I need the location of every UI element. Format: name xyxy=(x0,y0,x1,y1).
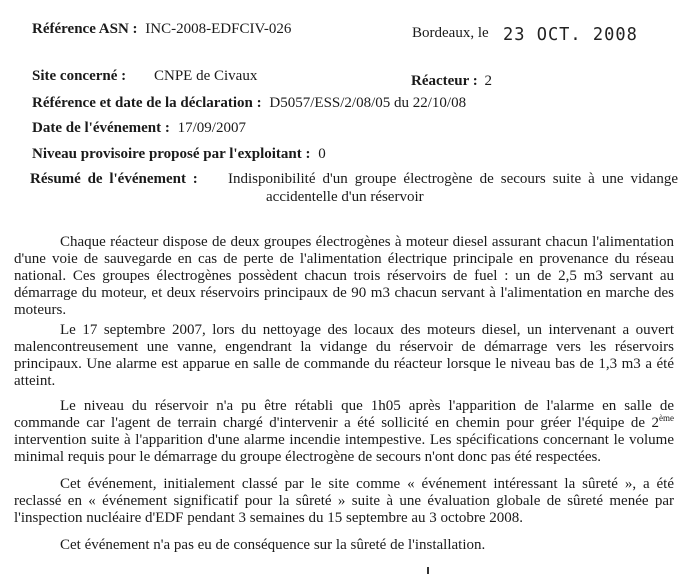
declaration-value: D5057/ESS/2/08/05 du 22/10/08 xyxy=(269,95,467,111)
event-date xyxy=(32,119,246,137)
paragraph-4-text: Cet événement, initialement classé par le site comme « événement intéressant la sûreté », a été reclassé en « événement significatif pour la sûreté » suite à une évaluation globale de sûreté menée par l'inspection nucléaire d'EDF pendant 3 semaines du 15 septembre au 3 octobre 2008. xyxy=(14,476,674,526)
paragraph-3-superscript: ème xyxy=(659,413,674,423)
event-summary-line1: Indisponibilité d'un groupe électrogène de secours suite à une vidange xyxy=(228,171,678,187)
asn-reference-value: INC-2008-EDFCIV-026 xyxy=(145,21,292,37)
paragraph-3-part1: Le niveau du réservoir n'a pu être rétabli que 1h05 après l'apparition de l'alarme en salle de commande car l'agent de terrain chargé d'intervenir a été sollicité en chemin pour gréer l'équipe de 2 xyxy=(14,398,674,431)
event-summary-label: Résumé de l'événement : xyxy=(30,171,198,187)
paragraph-4 xyxy=(14,476,674,527)
asn-reference xyxy=(32,20,291,38)
site-label xyxy=(32,67,126,85)
site-value: CNPE de Civaux xyxy=(154,68,258,84)
paragraph-3-part2: intervention suite à l'apparition d'une alarme incendie intempestive. Les spécifications concernant le volume minimal requis pour le démarrage du groupe électrogène de secours n'ont donc pas été respectées. xyxy=(14,432,674,465)
reactor xyxy=(411,72,492,90)
paragraph-2 xyxy=(14,322,674,390)
event-summary-text xyxy=(228,170,678,206)
declaration xyxy=(32,94,466,112)
declaration-label: Référence et date de la déclaration : xyxy=(32,95,262,111)
paragraph-5-text: Cet événement n'a pas eu de conséquence sur la sûreté de l'installation. xyxy=(60,537,486,553)
paragraph-5 xyxy=(14,537,674,554)
provisional-level-value: 0 xyxy=(318,146,326,162)
asn-reference-label: Référence ASN : xyxy=(32,21,138,37)
site-label-text: Site concerné : xyxy=(32,68,127,84)
paragraph-1-text: Chaque réacteur dispose de deux groupes électrogènes à moteur diesel assurant chacun l'alimentation d'une voie de sauvegarde en cas de perte de l'alimentation électrique principale en provenance du réseau national. Ces groupes électrogènes possèdent chacun trois réservoirs de fuel : un de 2,5 m3 servant au démarrage du moteur, et deux réservoirs principaux de 90 m3 chacun servant à l'alimentation en marche des moteurs. xyxy=(14,234,674,318)
reactor-label: Réacteur : xyxy=(411,73,478,89)
provisional-level-label: Niveau provisoire proposé par l'exploitant : xyxy=(32,146,311,162)
paragraph-3-text xyxy=(14,398,674,466)
paragraph-1 xyxy=(14,234,674,319)
paragraph-3 xyxy=(14,398,674,466)
city-date-prefix: Bordeaux, le xyxy=(412,25,489,41)
paragraph-2-text: Le 17 septembre 2007, lors du nettoyage des locaux des moteurs diesel, un intervenant a ouvert malencontreusement une vanne, engendrant la vidange du réservoir de démarrage vers les réservoirs principaux. Une alarme est apparue en salle de commande du réacteur lorsque le niveau bas de 1,3 m3 a été atteint. xyxy=(14,322,674,389)
scan-mark xyxy=(427,567,429,574)
event-summary-line2: accidentelle d'un réservoir xyxy=(266,189,424,205)
date-stamp: 23 OCT. 2008 xyxy=(503,24,638,46)
event-date-label: Date de l'événement : xyxy=(32,120,170,136)
provisional-level xyxy=(32,145,326,163)
reactor-value: 2 xyxy=(484,73,493,89)
event-date-value: 17/09/2007 xyxy=(177,120,246,136)
